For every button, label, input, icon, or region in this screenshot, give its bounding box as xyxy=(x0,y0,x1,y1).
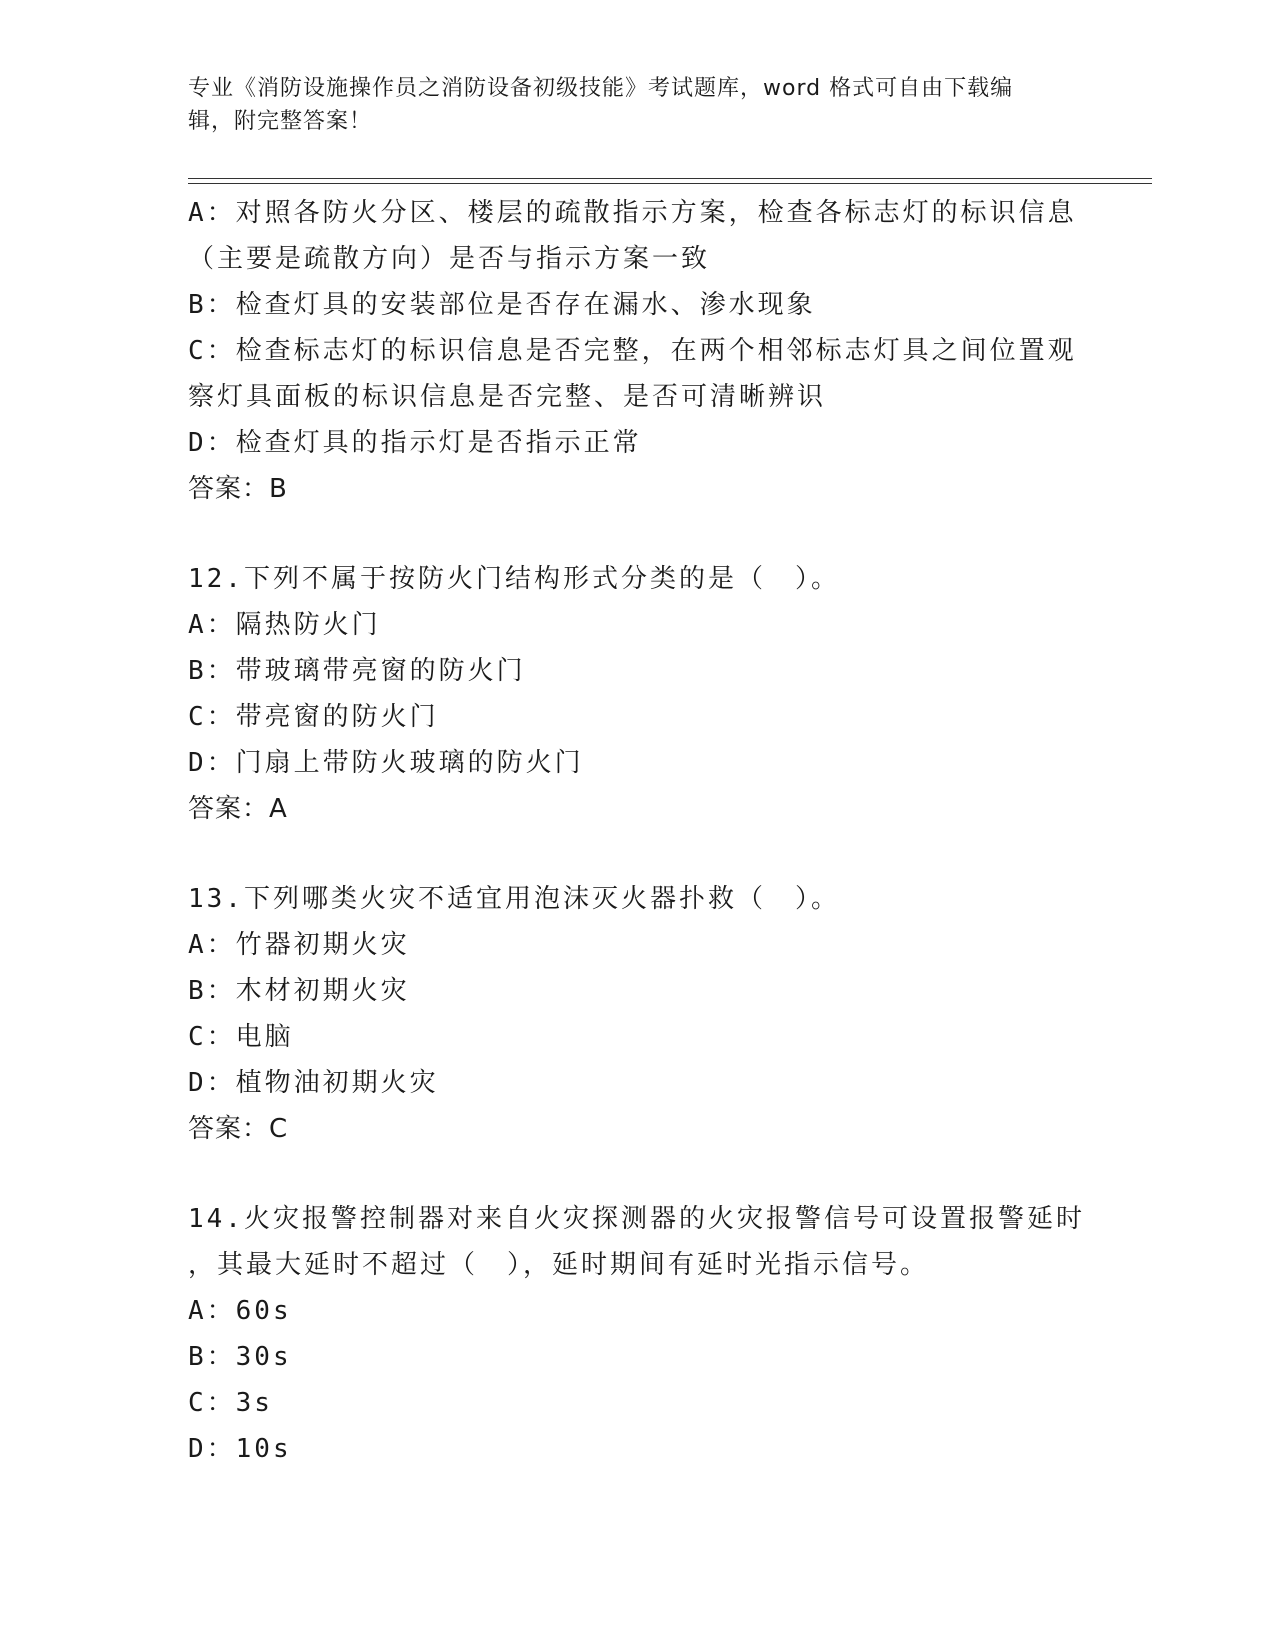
q11-option-c-line-1: C：检查标志灯的标识信息是否完整，在两个相邻标志灯具之间位置观 xyxy=(188,336,1077,366)
q13-stem: 13.下列哪类火灾不适宜用泡沫灭火器扑救（ ）。 xyxy=(188,884,840,914)
q13-option-b: B：木材初期火灾 xyxy=(188,976,410,1006)
question-14 xyxy=(188,1196,1088,1472)
q11-option-b: B：检查灯具的安装部位是否存在漏水、渗水现象 xyxy=(188,290,816,320)
q11-answer: 答案：B xyxy=(188,474,288,504)
question-13 xyxy=(188,876,1088,1152)
q14-option-d: D：10s xyxy=(188,1434,292,1464)
q14-option-a: A：60s xyxy=(188,1296,292,1326)
q13-option-c: C：电脑 xyxy=(188,1022,294,1052)
header-divider-top xyxy=(188,178,1152,179)
spacer xyxy=(188,1152,1088,1196)
question-11-options xyxy=(188,190,1088,512)
header-divider-bottom xyxy=(188,183,1152,184)
q12-answer: 答案：A xyxy=(188,794,288,824)
q13-option-d: D：植物油初期火灾 xyxy=(188,1068,439,1098)
spacer xyxy=(188,832,1088,876)
q11-option-a-line-1: A：对照各防火分区、楼层的疏散指示方案，检查各标志灯的标识信息 xyxy=(188,198,1077,228)
header-line-2: 辑，附完整答案！ xyxy=(188,109,373,134)
q14-option-b: B：30s xyxy=(188,1342,292,1372)
q12-option-a: A：隔热防火门 xyxy=(188,610,381,640)
q14-stem-line-1: 14.火灾报警控制器对来自火灾探测器的火灾报警信号可设置报警延时 xyxy=(188,1204,1085,1234)
document-header xyxy=(188,72,1088,138)
header-line-1: 专业《消防设施操作员之消防设备初级技能》考试题库，word 格式可自由下载编 xyxy=(188,76,1014,101)
q14-stem-line-2: ，其最大延时不超过（ ），延时期间有延时光指示信号。 xyxy=(188,1250,930,1280)
q12-stem: 12.下列不属于按防火门结构形式分类的是（ ）。 xyxy=(188,564,840,594)
question-12 xyxy=(188,556,1088,832)
q12-option-d: D：门扇上带防火玻璃的防火门 xyxy=(188,748,584,778)
spacer xyxy=(188,512,1088,556)
q11-option-a-line-2: （主要是疏散方向）是否与指示方案一致 xyxy=(188,244,711,274)
q14-option-c: C：3s xyxy=(188,1388,273,1418)
q11-option-c-line-2: 察灯具面板的标识信息是否完整、是否可清晰辨识 xyxy=(188,382,827,412)
q13-answer: 答案：C xyxy=(188,1114,289,1144)
q11-option-d: D：检查灯具的指示灯是否指示正常 xyxy=(188,428,642,458)
q13-option-a: A：竹器初期火灾 xyxy=(188,930,410,960)
q12-option-b: B：带玻璃带亮窗的防火门 xyxy=(188,656,526,686)
q12-option-c: C：带亮窗的防火门 xyxy=(188,702,439,732)
question-list xyxy=(188,190,1088,1472)
